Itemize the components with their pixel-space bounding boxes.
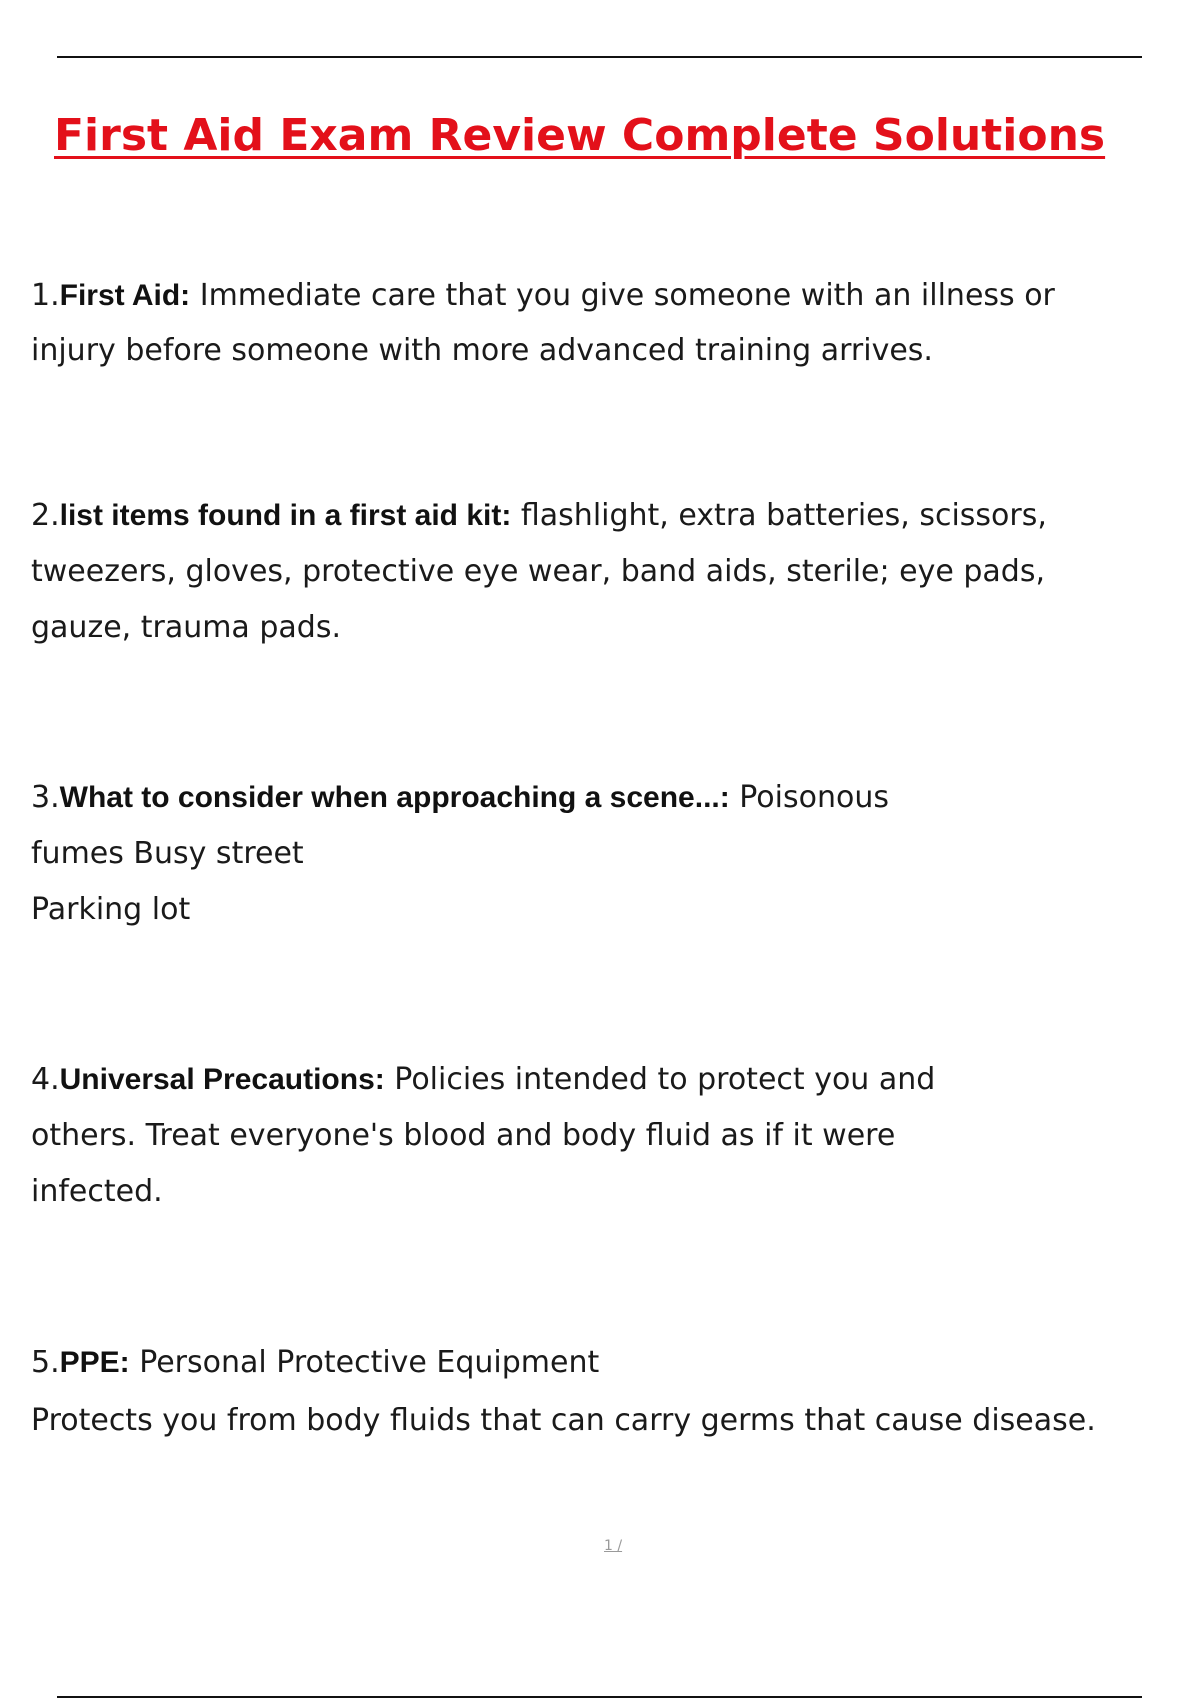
qa-item-4 xyxy=(31,1052,935,1220)
qa-item-2-line-1 xyxy=(31,488,1047,544)
qa-item-2-answer-line-2: tweezers, gloves, protective eye wear, band aids, sterile; eye pads, xyxy=(31,554,1045,589)
top-rule xyxy=(57,56,1142,58)
qa-item-3-number: 3. xyxy=(31,780,60,815)
bottom-rule xyxy=(57,1696,1142,1698)
qa-item-3-answer-line-2: fumes Busy street xyxy=(31,836,304,871)
qa-item-5-answer-line-2: Protects you from body fluids that can carry germs that cause disease. xyxy=(31,1403,1096,1438)
qa-item-3-term: What to consider when approaching a scene...: xyxy=(59,781,730,814)
qa-item-2 xyxy=(31,488,1047,656)
qa-item-4-answer-line-3: infected. xyxy=(31,1174,163,1209)
qa-item-2-answer-line-3: gauze, trauma pads. xyxy=(31,610,341,645)
qa-item-1-number: 1. xyxy=(31,278,60,313)
qa-item-1-line-1 xyxy=(31,268,1055,323)
qa-item-4-answer-line-2: others. Treat everyone's blood and body fluid as if it were xyxy=(31,1118,896,1153)
qa-item-5 xyxy=(31,1334,1096,1450)
qa-item-1-answer-line-1: Immediate care that you give someone with an illness or xyxy=(199,278,1055,313)
qa-item-1-answer-line-2: injury before someone with more advanced training arrives. xyxy=(31,333,933,368)
qa-item-5-term: PPE: xyxy=(59,1346,130,1379)
qa-item-3-answer-line-3: Parking lot xyxy=(31,892,191,927)
qa-item-4-answer-line-1: Policies intended to protect you and xyxy=(394,1062,936,1097)
page-number: 1 / xyxy=(604,1538,623,1554)
qa-item-2-term: list items found in a first aid kit: xyxy=(59,499,512,532)
qa-item-5-answer-line-1: Personal Protective Equipment xyxy=(139,1345,600,1380)
qa-item-3 xyxy=(31,770,889,938)
qa-item-1-term: First Aid: xyxy=(59,279,191,312)
qa-item-4-number: 4. xyxy=(31,1062,60,1097)
qa-item-3-line-1 xyxy=(31,770,889,826)
qa-item-3-answer-line-1: Poisonous xyxy=(739,780,889,815)
qa-item-1 xyxy=(31,268,1055,378)
qa-item-4-term: Universal Precautions: xyxy=(59,1063,385,1096)
document-title: First Aid Exam Review Complete Solutions xyxy=(54,110,1106,161)
qa-item-4-line-1 xyxy=(31,1052,935,1108)
qa-item-5-number: 5. xyxy=(31,1345,60,1380)
qa-item-5-line-1 xyxy=(31,1334,1096,1392)
qa-item-2-number: 2. xyxy=(31,498,60,533)
qa-item-2-answer-line-1: flashlight, extra batteries, scissors, xyxy=(520,498,1047,533)
